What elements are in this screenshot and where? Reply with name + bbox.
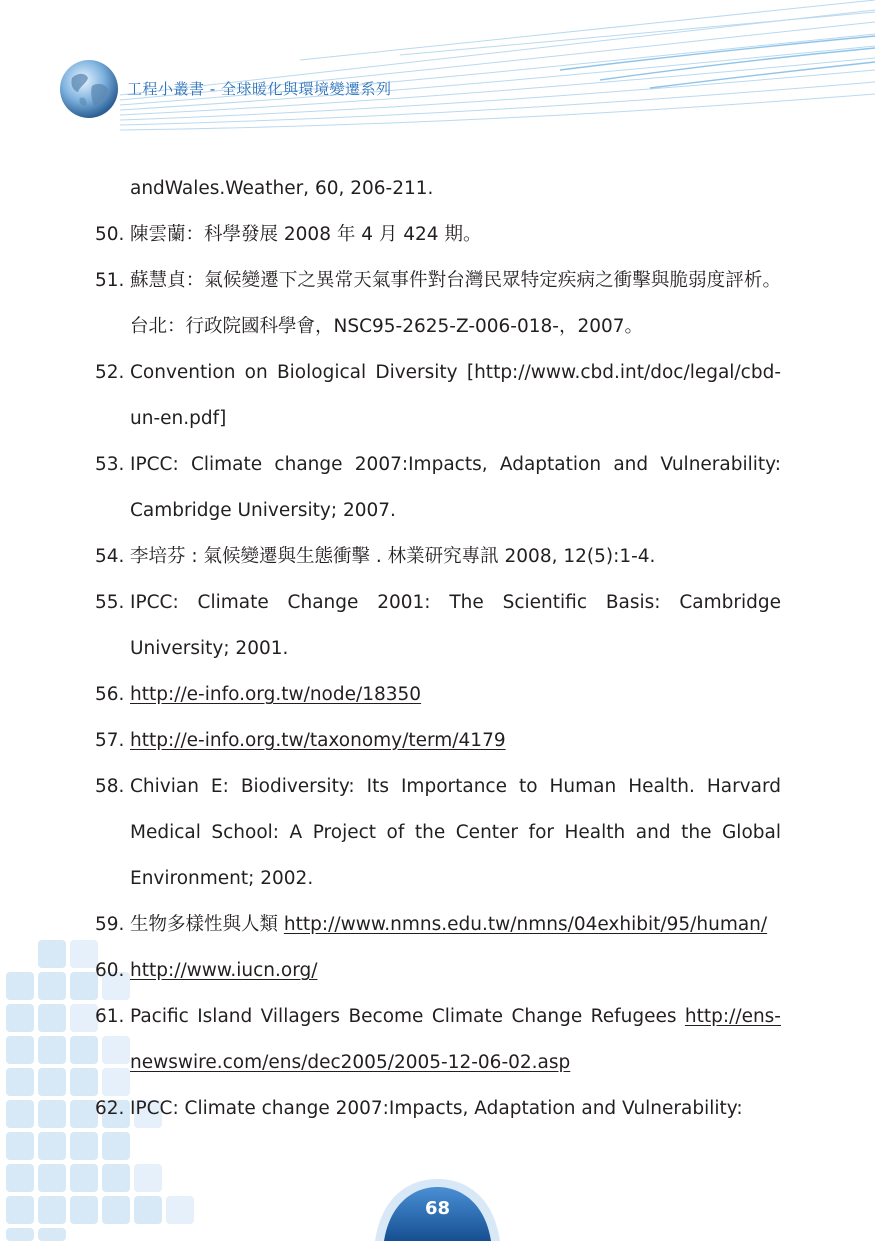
reference-text: 蘇慧貞：氣候變遷下之異常天氣事件對台灣民眾特定疾病之衝擊與脆弱度評析。台北：行政院國科學會，NSC95-2625-Z-006-018-，2007。	[130, 270, 781, 337]
reference-number: 56.	[95, 684, 125, 705]
reference-50	[95, 212, 781, 258]
reference-56	[95, 672, 781, 718]
page-number: 68	[424, 1198, 451, 1219]
reference-52	[95, 350, 781, 442]
reference-text: IPCC: Climate change 2007:Impacts, Adaptation and Vulnerability: Cambridge University; 2007.	[130, 454, 781, 521]
reference-number: 51.	[95, 270, 125, 291]
reference-text: IPCC: Climate Change 2001: The Scientific Basis: Cambridge University; 2001.	[130, 592, 781, 659]
reference-58	[95, 764, 781, 902]
globe-icon	[58, 58, 120, 120]
reference-61	[95, 994, 781, 1086]
reference-number: 58.	[95, 776, 125, 797]
reference-link[interactable]: http://ens-newswire.com/ens/dec2005/2005-12-06-02.asp	[130, 1006, 781, 1073]
reference-text: Convention on Biological Diversity [http://www.cbd.int/doc/legal/cbd-un-en.pdf]	[130, 362, 781, 429]
header-wave-decoration	[0, 0, 875, 150]
reference-53	[95, 442, 781, 534]
reference-number: 57.	[95, 730, 125, 751]
reference-number: 61.	[95, 1006, 125, 1027]
reference-text: IPCC: Climate change 2007:Impacts, Adaptation and Vulnerability:	[130, 1098, 743, 1119]
reference-number: 60.	[95, 960, 125, 981]
reference-continuation: andWales.Weather, 60, 206-211.	[130, 178, 434, 199]
reference-57	[95, 718, 781, 764]
reference-55	[95, 580, 781, 672]
reference-link[interactable]: http://www.iucn.org/	[130, 960, 318, 981]
reference-link[interactable]: http://www.nmns.edu.tw/nmns/04exhibit/95/human/	[283, 914, 768, 935]
reference-54	[95, 534, 781, 580]
series-title: 工程小叢書 - 全球暖化與環境變遷系列	[127, 80, 392, 98]
reference-number: 53.	[95, 454, 125, 475]
reference-text: Pacific Island Villagers Become Climate Change Refugees	[130, 1006, 685, 1027]
reference-text: Chivian E: Biodiversity: Its Importance to Human Health. Harvard Medical School: A Project of the Center for Health and the Global Environment; 2002.	[130, 776, 781, 889]
reference-text: 陳雲蘭：科學發展 2008 年 4 月 424 期。	[130, 224, 482, 245]
reference-link[interactable]: http://e-info.org.tw/taxonomy/term/4179	[130, 730, 506, 751]
reference-number: 62.	[95, 1098, 125, 1119]
reference-number: 59.	[95, 914, 125, 935]
reference-number: 50.	[95, 224, 125, 245]
reference-number: 52.	[95, 362, 125, 383]
reference-51	[95, 258, 781, 350]
reference-number: 54.	[95, 546, 125, 567]
reference-number: 55.	[95, 592, 125, 613]
reference-62	[95, 1086, 781, 1132]
reference-text: 生物多樣性與人類	[130, 914, 284, 935]
reference-60	[95, 948, 781, 994]
reference-text: 李培芬 : 氣候變遷與生態衝擊 . 林業研究專訊 2008, 12(5):1-4.	[130, 546, 656, 567]
reference-list	[95, 166, 781, 1132]
reference-link[interactable]: http://e-info.org.tw/node/18350	[130, 684, 422, 705]
reference-59	[95, 902, 781, 948]
